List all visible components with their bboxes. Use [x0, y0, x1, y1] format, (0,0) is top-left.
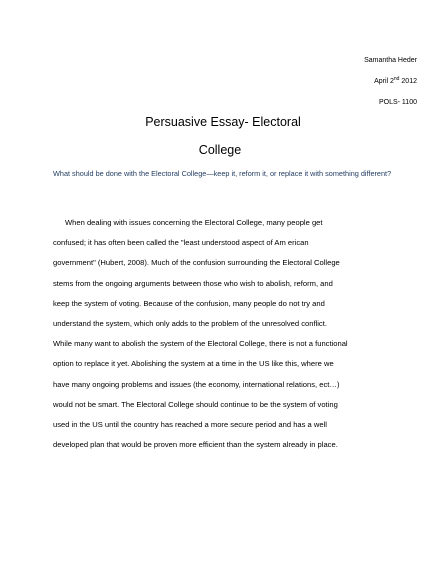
body-line: When dealing with issues concerning the Electoral College, many people get: [65, 218, 323, 227]
date-year: 2012: [399, 78, 417, 85]
body-line: would not be smart. The Electoral College should continue to be the system of voting: [53, 399, 338, 409]
date-suffix-sup: nd: [393, 76, 400, 82]
body-line: confused; it has often been called the "least understood aspect of Am erican: [53, 238, 309, 248]
essay-title-line-2: College: [198, 143, 242, 157]
essay-title-line-1: Persuasive Essay- Electoral: [145, 115, 301, 129]
body-line: understand the system, which only adds to the problem of the unresolved conflict.: [53, 318, 327, 328]
body-line: While many want to abolish the system of the Electoral College, there is not a functional: [53, 339, 348, 349]
essay-body: [53, 213, 383, 455]
body-line: keep the system of voting. Because of the confusion, many people do not try and: [53, 298, 325, 308]
body-line: stems from the ongoing arguments between those who wish to abolish, reform, and: [53, 278, 333, 288]
author-name: Samantha Heder: [364, 57, 417, 64]
date-line: [364, 71, 417, 92]
header-block: [364, 50, 417, 113]
body-line: used in the US until the country has reached a more secure period and has a well: [53, 419, 327, 429]
body-line: government" (Hubert, 2008). Much of the confusion surrounding the Electoral College: [53, 258, 340, 268]
course-code: POLS- 1100: [378, 99, 417, 106]
body-line: have many ongoing problems and issues (the economy, international relations, ect…): [53, 379, 340, 389]
body-line: option to replace it yet. Abolishing the system at a time in the US like this, where we: [53, 359, 334, 369]
date-prefix: April 2: [374, 78, 394, 85]
essay-prompt: What should be done with the Electoral College—keep it, reform it, or replace it with something different?: [53, 169, 392, 178]
body-line: developed plan that would be proven more efficient than the system already in place.: [53, 440, 338, 450]
